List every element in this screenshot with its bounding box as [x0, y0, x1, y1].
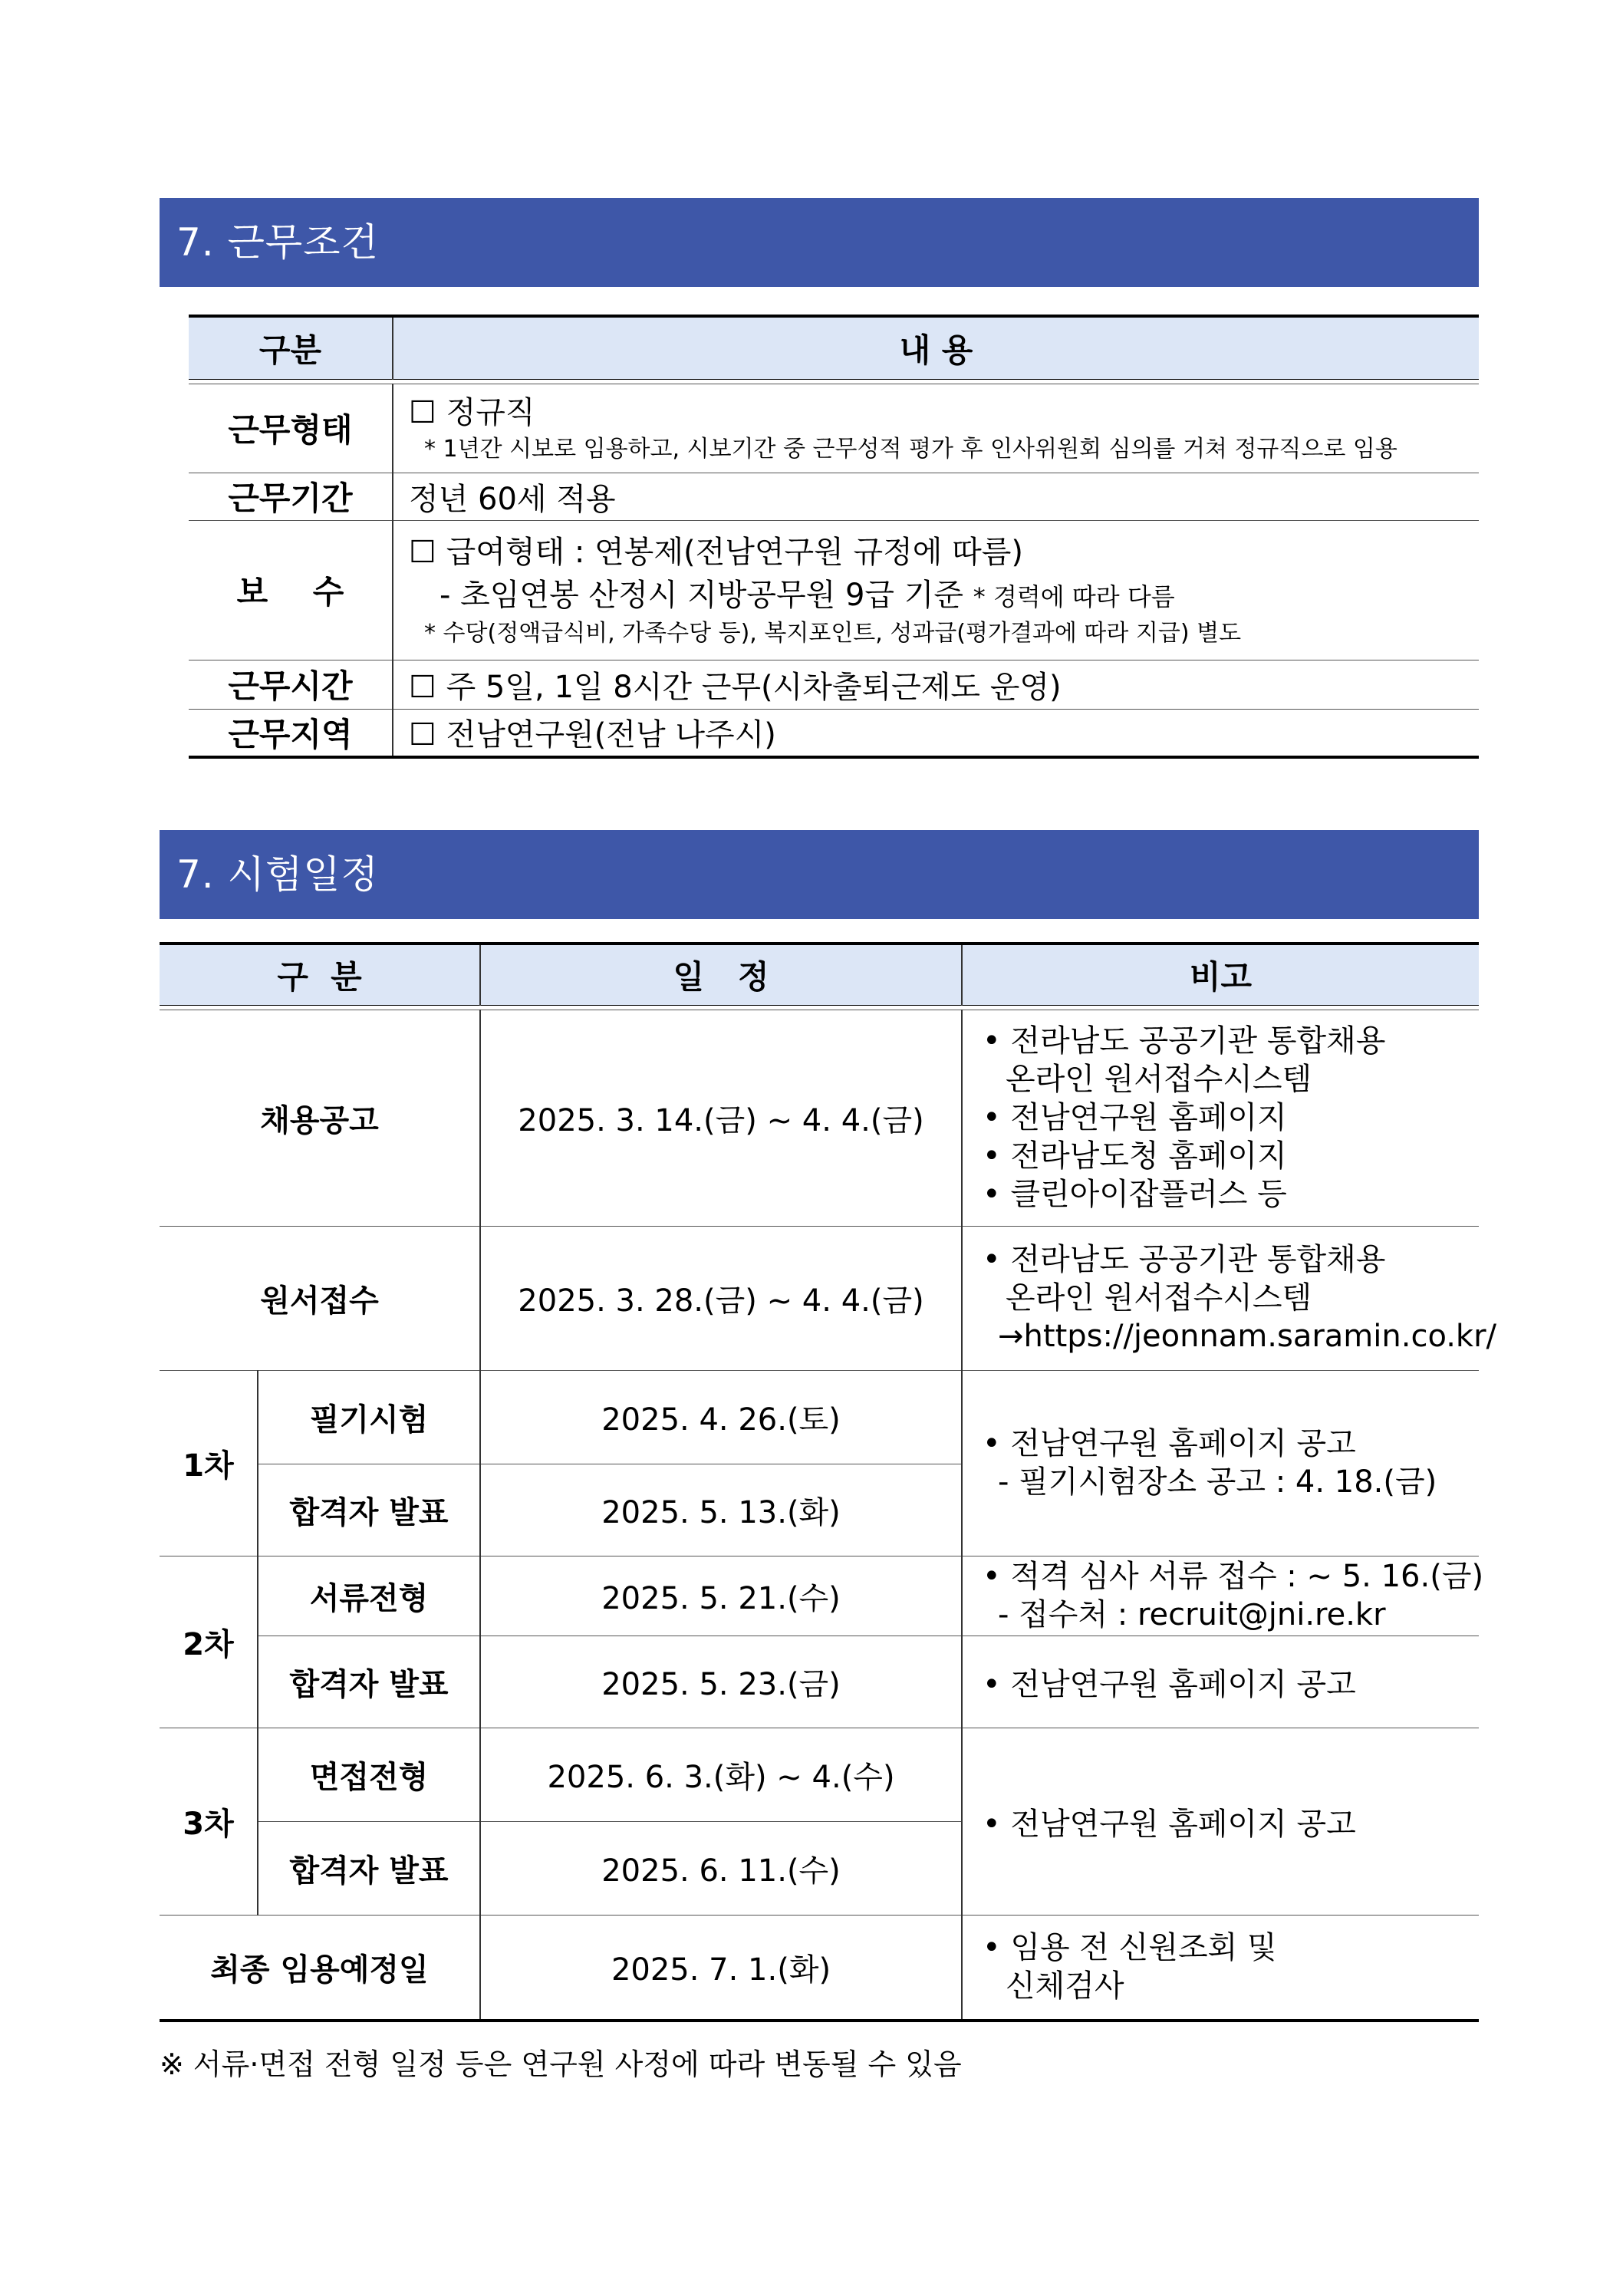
exam-schedule-table — [160, 942, 1497, 2022]
work-conditions-table — [189, 315, 1479, 759]
row-recruitment-notice — [160, 1010, 1479, 1226]
stage3-interview-date: 2025. 6. 3.(화) ~ 4.(수) — [480, 1728, 962, 1821]
recruit-date: 2025. 3. 14.(금) ~ 4. 4.(금) — [480, 1010, 962, 1226]
section-title-work-conditions: 7. 근무조건 — [160, 198, 1479, 287]
row-application — [160, 1226, 1479, 1370]
stage1-note-2: - 필기시험장소 공고 : 4. 18.(금) — [998, 1464, 1437, 1500]
section-title-exam-schedule: 7. 시험일정 — [160, 830, 1479, 919]
recruit-note-3: • 전남연구원 홈페이지 — [983, 1100, 1287, 1135]
schedule-footnote: ※ 서류·면접 전형 일정 등은 연구원 사정에 따라 변동될 수 있음 — [160, 2047, 962, 2081]
stage2-label: 2차 — [160, 1556, 258, 1728]
recruit-note-4: • 전라남도청 홈페이지 — [983, 1138, 1287, 1174]
final-notes — [962, 1915, 1479, 2021]
work-hours-content: ☐ 주 5일, 1일 8시간 근무(시차출퇴근제도 운영) — [393, 660, 1479, 709]
stage2-notes — [962, 1556, 1484, 1636]
stage1-label: 1차 — [160, 1370, 258, 1556]
salary-type-line: ☐ 급여형태 : 연봉제(전남연구원 규정에 따름) — [409, 535, 1024, 570]
stage3-result-date: 2025. 6. 11.(수) — [480, 1821, 962, 1915]
employment-type-content — [393, 384, 1479, 473]
stage1-result-date: 2025. 5. 13.(화) — [480, 1464, 962, 1556]
work-period-content: 정년 60세 적용 — [393, 473, 1479, 520]
salary-allowance-note: * 수당(정액급식비, 가족수당 등), 복지포인트, 성과급(평가결과에 따라 지급) 별도 — [424, 620, 1242, 647]
header-category: 구분 — [189, 316, 393, 379]
apply-url: →https://jeonnam.saramin.co.kr/ — [998, 1319, 1497, 1354]
row-label-work-location: 근무지역 — [189, 709, 393, 757]
salary-base-text: - 초임연봉 산정시 지방공무원 9급 기준 — [439, 578, 964, 613]
stage2-documents-date: 2025. 5. 21.(수) — [480, 1556, 962, 1636]
stage1-written-label: 필기시험 — [258, 1370, 480, 1464]
row-label-employment-type: 근무형태 — [189, 384, 393, 473]
final-note-2: 신체검사 — [1006, 1968, 1124, 2004]
recruit-note-2: 온라인 원서접수시스템 — [1006, 1062, 1312, 1097]
header-remarks: 비고 — [962, 944, 1479, 1005]
header-schedule: 일 정 — [480, 944, 962, 1005]
recruit-note-5: • 클린아이잡플러스 등 — [983, 1177, 1287, 1212]
stage3-note: • 전남연구원 홈페이지 공고 — [962, 1728, 1479, 1915]
employment-type-note: * 1년간 시보로 임용하고, 시보기간 중 근무성적 평가 후 인사위원회 심의를 거쳐 정규직으로 임용 — [424, 436, 1397, 463]
stage1-result-label: 합격자 발표 — [258, 1464, 480, 1556]
recruit-notes — [962, 1010, 1479, 1226]
stage2-result-date: 2025. 5. 23.(금) — [480, 1636, 962, 1728]
row-stage1-written — [160, 1370, 1479, 1464]
row-label-salary: 보 수 — [189, 520, 393, 660]
final-date: 2025. 7. 1.(화) — [480, 1915, 962, 2021]
apply-note-1: • 전라남도 공공기관 통합채용 — [983, 1242, 1386, 1277]
stage3-interview-label: 면접전형 — [258, 1728, 480, 1821]
salary-career-note: * 경력에 따라 다름 — [973, 582, 1175, 611]
row-stage2-result — [160, 1636, 1479, 1728]
row-label-work-period: 근무기간 — [189, 473, 393, 520]
stage2-note-1: • 적격 심사 서류 접수 : ~ 5. 16.(금) — [983, 1559, 1484, 1594]
stage1-written-date: 2025. 4. 26.(토) — [480, 1370, 962, 1464]
employment-type-line: ☐ 정규직 — [409, 395, 535, 430]
row-final-appointment — [160, 1915, 1479, 2021]
stage3-label: 3차 — [160, 1728, 258, 1915]
recruit-label: 채용공고 — [160, 1010, 480, 1226]
work-location-content: ☐ 전남연구원(전남 나주시) — [393, 709, 1479, 757]
stage2-result-label: 합격자 발표 — [258, 1636, 480, 1728]
apply-label: 원서접수 — [160, 1226, 480, 1370]
salary-content — [393, 520, 1479, 660]
apply-note-2: 온라인 원서접수시스템 — [1006, 1280, 1312, 1316]
recruit-note-1: • 전라남도 공공기관 통합채용 — [983, 1023, 1386, 1059]
row-label-work-hours: 근무시간 — [189, 660, 393, 709]
row-stage2-documents — [160, 1556, 1479, 1636]
stage2-email: - 접수처 : recruit@jni.re.kr — [998, 1597, 1386, 1632]
salary-base-line — [409, 574, 1479, 618]
apply-notes — [962, 1226, 1497, 1370]
apply-date: 2025. 3. 28.(금) ~ 4. 4.(금) — [480, 1226, 962, 1370]
stage2-documents-label: 서류전형 — [258, 1556, 480, 1636]
row-stage3-interview — [160, 1728, 1479, 1821]
header-division: 구 분 — [160, 944, 480, 1005]
stage1-notes — [962, 1370, 1479, 1556]
header-content: 내 용 — [393, 316, 1479, 379]
final-label: 최종 임용예정일 — [160, 1915, 480, 2021]
stage1-note-1: • 전남연구원 홈페이지 공고 — [983, 1426, 1356, 1461]
stage3-result-label: 합격자 발표 — [258, 1821, 480, 1915]
stage2-result-note: • 전남연구원 홈페이지 공고 — [962, 1636, 1479, 1728]
final-note-1: • 임용 전 신원조회 및 — [983, 1930, 1277, 1966]
